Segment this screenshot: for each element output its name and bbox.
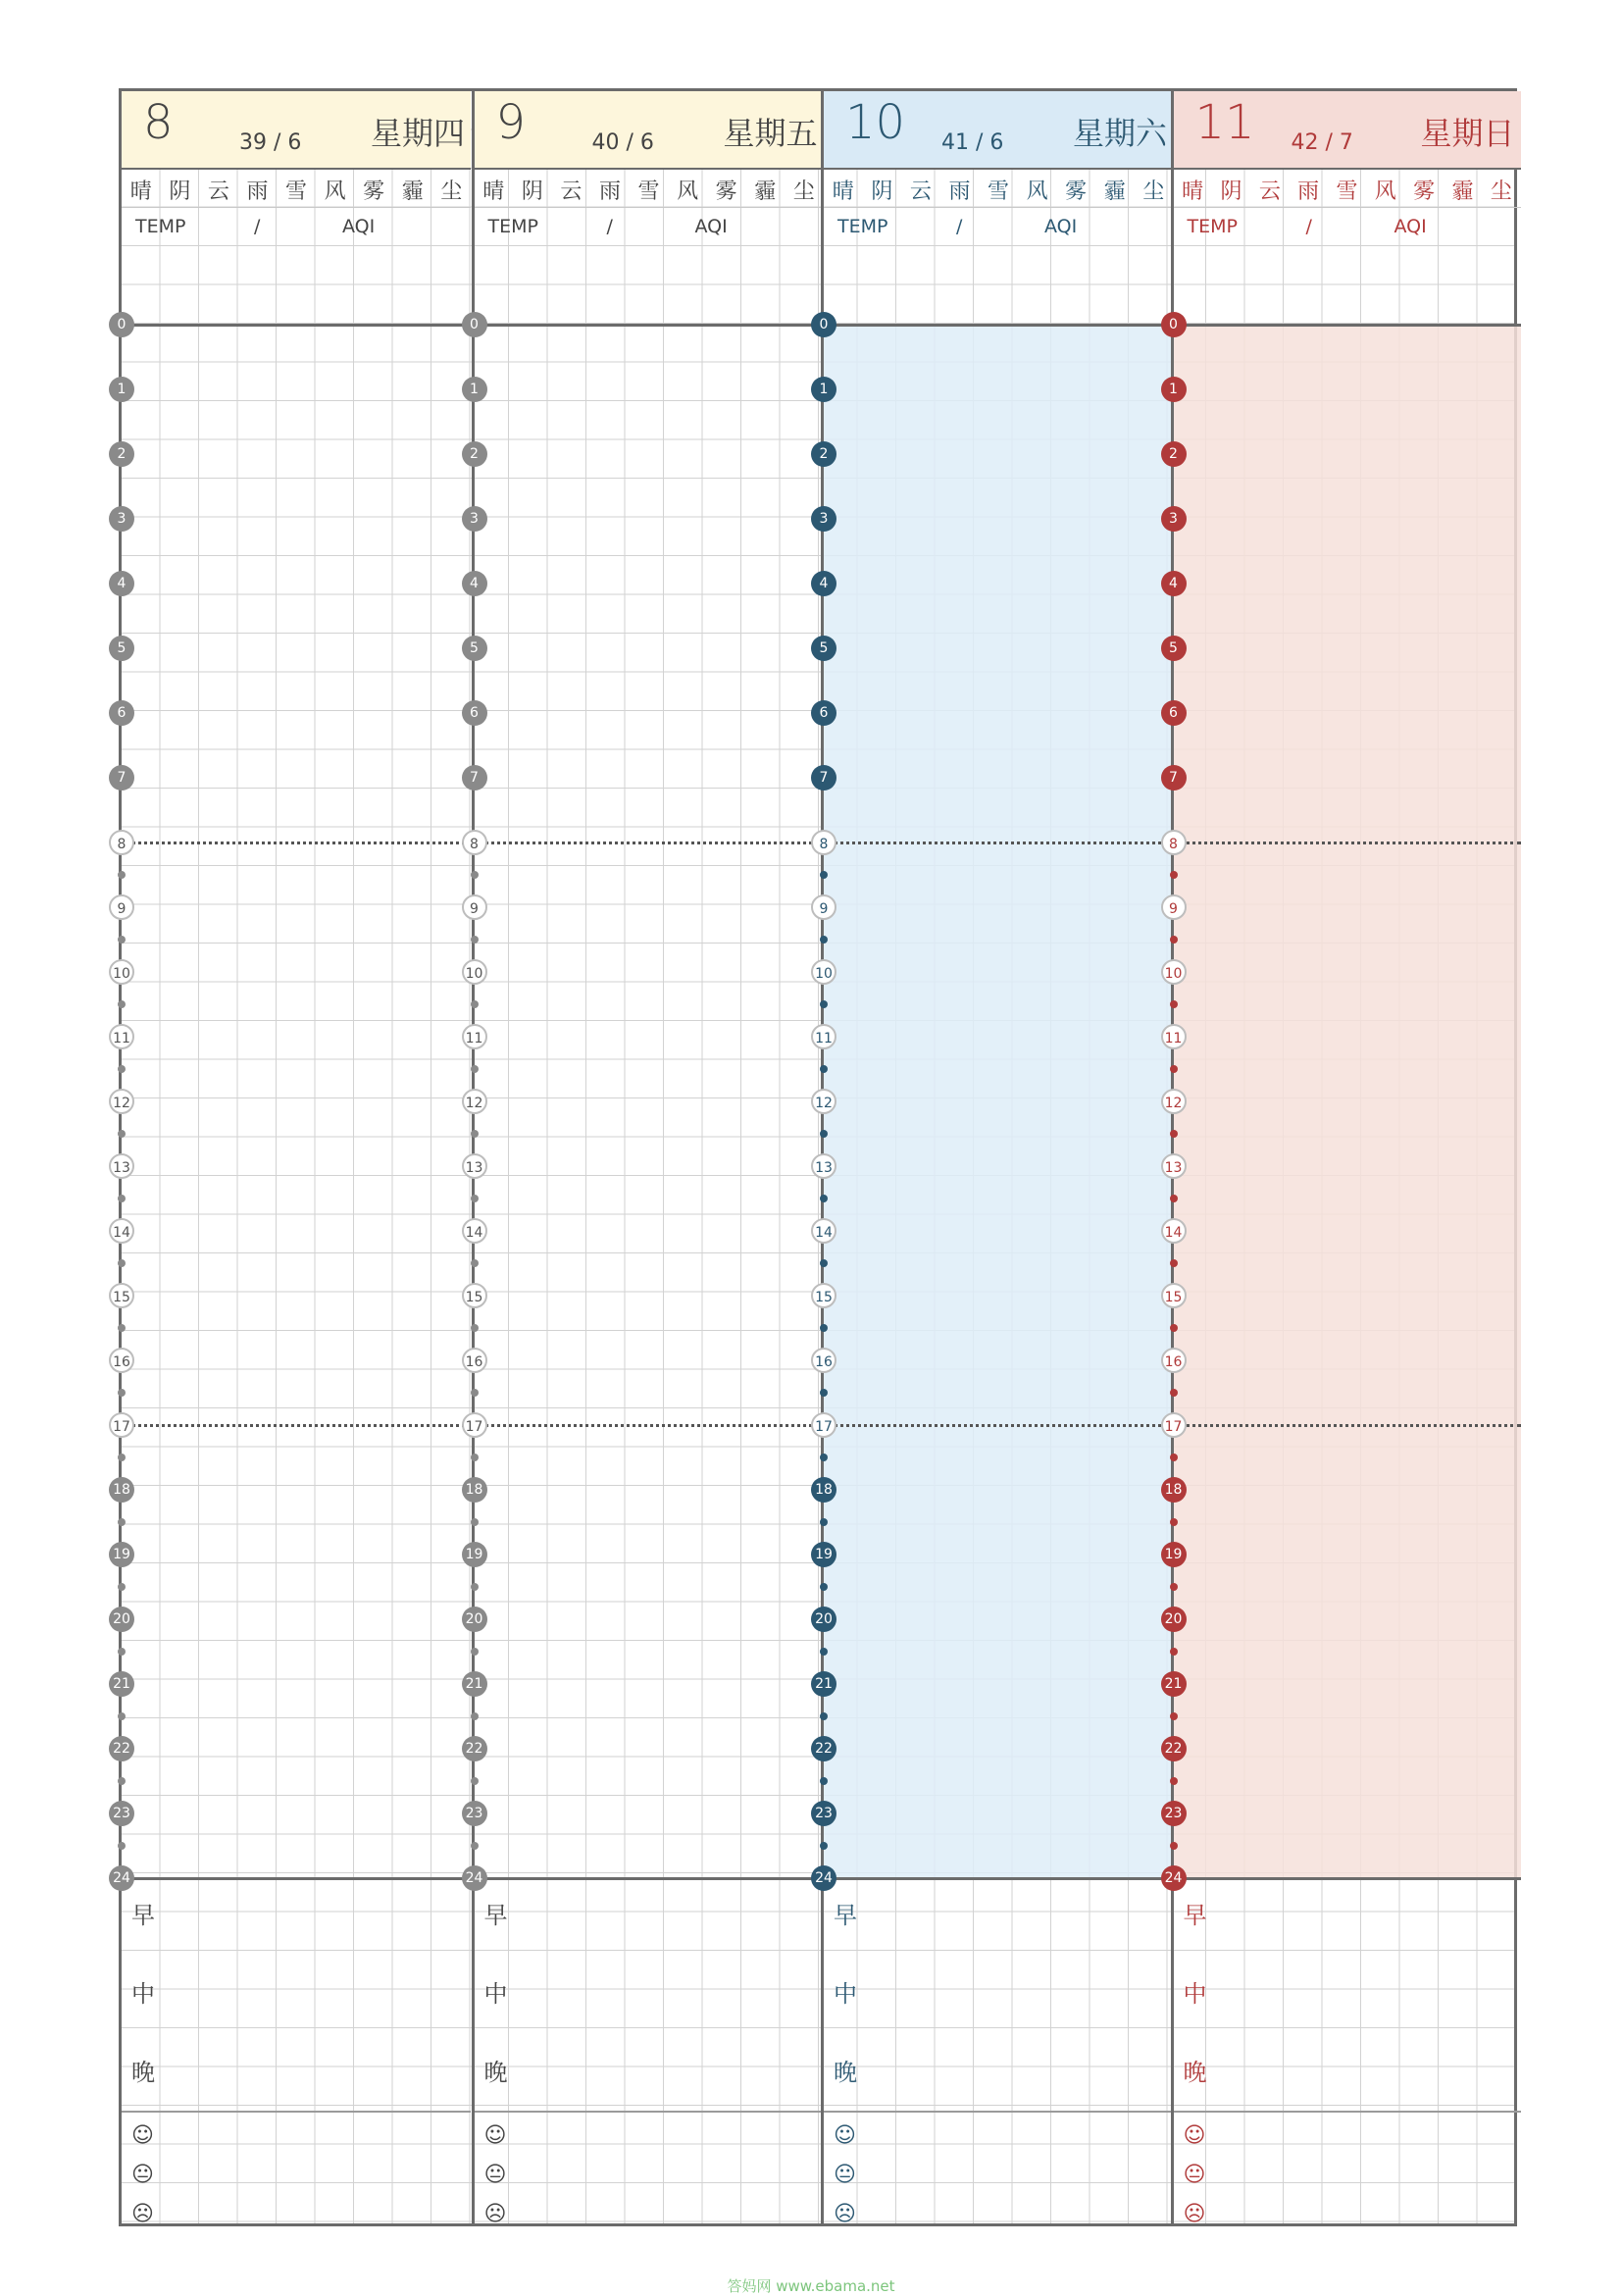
aqi-label: AQI	[342, 216, 376, 237]
meal-label: 中	[483, 1980, 508, 2008]
weather-option[interactable]: 尘	[1490, 179, 1512, 204]
weather-row	[1174, 172, 1521, 208]
hour-marker-3: 3	[811, 506, 836, 532]
hour-marker-4: 4	[109, 571, 134, 596]
half-hour-dot	[118, 1130, 126, 1138]
meal-label: 早	[131, 1902, 155, 1929]
half-hour-dot	[471, 1842, 479, 1850]
weather-option[interactable]: 风	[1026, 179, 1048, 204]
hour-marker-15: 15	[109, 1283, 134, 1308]
meal-label: 晚	[483, 2059, 508, 2086]
hour-marker-16: 16	[462, 1348, 487, 1373]
half-hour-dot	[1170, 1712, 1178, 1720]
mood-sad-icon[interactable]: ☹	[834, 2202, 856, 2226]
half-hour-dot	[1170, 1259, 1178, 1267]
hour-marker-9: 9	[1161, 894, 1187, 920]
hour-marker-2: 2	[109, 441, 134, 467]
hour-marker-9: 9	[462, 894, 487, 920]
weather-row	[824, 172, 1173, 208]
temp-aqi-row	[1174, 209, 1521, 244]
hour-divider-17	[1174, 1424, 1521, 1427]
half-hour-dot	[1170, 1842, 1178, 1850]
weather-option[interactable]: 云	[1258, 179, 1281, 204]
day-shade	[1174, 325, 1521, 1878]
weather-row	[122, 172, 471, 208]
mood-happy-icon[interactable]: ☺	[483, 2123, 507, 2148]
half-hour-dot	[820, 936, 828, 944]
mood-neutral-icon[interactable]: 😐	[131, 2163, 154, 2187]
hour-marker-12: 12	[1161, 1089, 1187, 1114]
meal-label: 中	[834, 1980, 857, 2008]
hour-marker-24: 24	[109, 1865, 134, 1891]
hour-marker-12: 12	[811, 1089, 836, 1114]
hour-marker-6: 6	[811, 700, 836, 726]
mood-neutral-icon[interactable]: 😐	[834, 2163, 856, 2187]
hour-marker-1: 1	[811, 377, 836, 402]
hour-marker-20: 20	[109, 1607, 134, 1632]
meal-label: 晚	[131, 2059, 155, 2086]
day-header	[475, 91, 824, 170]
half-hour-dot	[1170, 1389, 1178, 1397]
hour-marker-5: 5	[109, 636, 134, 661]
weather-option[interactable]: 霾	[401, 179, 424, 204]
half-hour-dot	[1170, 871, 1178, 879]
hour-marker-9: 9	[811, 894, 836, 920]
hour-marker-12: 12	[109, 1089, 134, 1114]
mood-happy-icon[interactable]: ☺	[1183, 2123, 1206, 2148]
half-hour-dot	[118, 1777, 126, 1785]
half-hour-dot	[118, 1065, 126, 1073]
hour-marker-20: 20	[462, 1607, 487, 1632]
hour-marker-2: 2	[811, 441, 836, 467]
half-hour-dot	[820, 1195, 828, 1202]
mood-separator	[824, 2111, 1173, 2113]
weather-option[interactable]: 雪	[988, 179, 1010, 204]
hour-marker-23: 23	[109, 1801, 134, 1826]
half-hour-dot	[471, 936, 479, 944]
temp-label: TEMP	[487, 216, 538, 237]
half-hour-dot	[1170, 1518, 1178, 1526]
day-start-line	[824, 324, 1173, 327]
temp-label: TEMP	[837, 216, 888, 237]
hour-divider-17	[475, 1424, 824, 1427]
half-hour-dot	[118, 1583, 126, 1591]
hour-marker-10: 10	[811, 959, 836, 985]
hour-marker-21: 21	[811, 1671, 836, 1697]
weather-option[interactable]: 风	[677, 179, 699, 204]
aqi-label: AQI	[1044, 216, 1078, 237]
weather-option[interactable]: 雪	[637, 179, 660, 204]
hour-marker-17: 17	[109, 1412, 134, 1438]
weather-option[interactable]: 晴	[482, 179, 505, 204]
half-hour-dot	[118, 936, 126, 944]
day-column-9	[465, 91, 824, 2226]
weekday-label: 星期六	[1072, 115, 1167, 152]
hour-marker-14: 14	[109, 1218, 134, 1244]
hour-marker-6: 6	[462, 700, 487, 726]
half-hour-dot	[471, 1389, 479, 1397]
weather-option[interactable]: 晴	[129, 179, 152, 204]
hour-marker-15: 15	[462, 1283, 487, 1308]
hour-divider-8	[824, 842, 1173, 844]
temp-separator: /	[606, 216, 613, 237]
weather-option[interactable]: 阴	[169, 179, 191, 204]
weather-option[interactable]: 雨	[246, 179, 269, 204]
half-hour-dot	[118, 1712, 126, 1720]
hour-marker-18: 18	[109, 1477, 134, 1503]
temp-label: TEMP	[1187, 216, 1238, 237]
half-hour-dot	[471, 1000, 479, 1008]
hour-marker-3: 3	[1161, 506, 1187, 532]
weather-option[interactable]: 阴	[871, 179, 893, 204]
weather-option[interactable]: 雾	[1413, 179, 1436, 204]
half-hour-dot	[820, 1324, 828, 1332]
hour-marker-23: 23	[1161, 1801, 1187, 1826]
hour-marker-12: 12	[462, 1089, 487, 1114]
hour-markers	[463, 91, 486, 2223]
hour-marker-18: 18	[811, 1477, 836, 1503]
meal-label: 晚	[1183, 2059, 1207, 2086]
hour-marker-22: 22	[462, 1736, 487, 1761]
hour-marker-14: 14	[462, 1218, 487, 1244]
aqi-label: AQI	[1394, 216, 1427, 237]
day-column-8	[113, 91, 471, 2226]
half-hour-dot	[820, 1065, 828, 1073]
hour-marker-11: 11	[1161, 1024, 1187, 1049]
hour-marker-0: 0	[109, 312, 134, 337]
hour-marker-16: 16	[109, 1348, 134, 1373]
week-number: 42 / 7	[1291, 130, 1353, 155]
hour-markers	[1162, 91, 1186, 2223]
weekday-label: 星期五	[723, 115, 818, 152]
day-number: 10	[845, 95, 906, 150]
meal-label: 早	[483, 1902, 508, 1929]
half-hour-dot	[118, 1195, 126, 1202]
mood-happy-icon[interactable]: ☺	[131, 2123, 154, 2148]
hour-marker-11: 11	[109, 1024, 134, 1049]
mood-sad-icon[interactable]: ☹	[131, 2202, 154, 2226]
temp-separator: /	[956, 216, 963, 237]
weather-option[interactable]: 云	[560, 179, 583, 204]
half-hour-dot	[118, 1000, 126, 1008]
weather-option[interactable]: 雨	[598, 179, 621, 204]
half-hour-dot	[471, 1583, 479, 1591]
hour-marker-21: 21	[462, 1671, 487, 1697]
weather-option[interactable]: 云	[207, 179, 229, 204]
temp-label: TEMP	[135, 216, 186, 237]
half-hour-dot	[1170, 1454, 1178, 1461]
half-hour-dot	[1170, 1583, 1178, 1591]
temp-aqi-row	[475, 209, 824, 244]
week-number: 40 / 6	[591, 130, 654, 155]
hour-marker-5: 5	[1161, 636, 1187, 661]
weather-option[interactable]: 雾	[1065, 179, 1088, 204]
hour-marker-8: 8	[462, 830, 487, 855]
hour-divider-8	[122, 842, 471, 844]
half-hour-dot	[820, 1389, 828, 1397]
aqi-label: AQI	[694, 216, 728, 237]
hour-markers	[812, 91, 836, 2223]
hour-marker-0: 0	[462, 312, 487, 337]
half-hour-dot	[1170, 1195, 1178, 1202]
half-hour-dot	[118, 1518, 126, 1526]
meal-label: 中	[1183, 1980, 1207, 2008]
mood-separator	[122, 2111, 471, 2113]
mood-separator	[475, 2111, 824, 2113]
hour-marker-1: 1	[109, 377, 134, 402]
weekday-label: 星期四	[370, 115, 465, 152]
half-hour-dot	[118, 1454, 126, 1461]
hour-marker-24: 24	[462, 1865, 487, 1891]
hour-marker-19: 19	[109, 1542, 134, 1567]
mood-neutral-icon[interactable]: 😐	[483, 2163, 507, 2187]
day-end-line	[122, 1877, 471, 1880]
mood-sad-icon[interactable]: ☹	[483, 2202, 507, 2226]
hour-marker-7: 7	[811, 765, 836, 791]
half-hour-dot	[820, 871, 828, 879]
weather-option[interactable]: 阴	[1220, 179, 1242, 204]
hour-marker-19: 19	[1161, 1542, 1187, 1567]
half-hour-dot	[118, 1648, 126, 1656]
day-header	[122, 91, 471, 170]
half-hour-dot	[820, 1000, 828, 1008]
hour-marker-1: 1	[462, 377, 487, 402]
day-end-line	[475, 1877, 824, 1880]
hour-marker-22: 22	[109, 1736, 134, 1761]
half-hour-dot	[118, 1324, 126, 1332]
weather-option[interactable]: 阴	[521, 179, 543, 204]
hour-marker-14: 14	[1161, 1218, 1187, 1244]
meal-label: 晚	[834, 2059, 857, 2086]
hour-marker-8: 8	[811, 830, 836, 855]
hour-marker-16: 16	[811, 1348, 836, 1373]
hour-marker-6: 6	[1161, 700, 1187, 726]
hour-marker-8: 8	[109, 830, 134, 855]
hour-marker-15: 15	[1161, 1283, 1187, 1308]
meal-label: 早	[1183, 1902, 1207, 1929]
weather-option[interactable]: 尘	[1142, 179, 1165, 204]
half-hour-dot	[471, 1065, 479, 1073]
hour-marker-11: 11	[811, 1024, 836, 1049]
weather-option[interactable]: 风	[324, 179, 346, 204]
weather-option[interactable]: 尘	[440, 179, 463, 204]
hour-marker-7: 7	[462, 765, 487, 791]
mood-happy-icon[interactable]: ☺	[834, 2123, 856, 2148]
temp-aqi-row	[122, 209, 471, 244]
half-hour-dot	[471, 1454, 479, 1461]
hour-marker-9: 9	[109, 894, 134, 920]
hour-marker-18: 18	[1161, 1477, 1187, 1503]
hour-marker-7: 7	[109, 765, 134, 791]
hour-marker-0: 0	[1161, 312, 1187, 337]
half-hour-dot	[820, 1777, 828, 1785]
day-end-line	[1174, 1877, 1521, 1880]
half-hour-dot	[1170, 1130, 1178, 1138]
half-hour-dot	[471, 1518, 479, 1526]
hour-marker-24: 24	[1161, 1865, 1187, 1891]
half-hour-dot	[471, 1648, 479, 1656]
hour-marker-4: 4	[462, 571, 487, 596]
half-hour-dot	[118, 1842, 126, 1850]
hour-marker-13: 13	[811, 1153, 836, 1179]
hour-marker-14: 14	[811, 1218, 836, 1244]
weather-option[interactable]: 雨	[1297, 179, 1320, 204]
weather-option[interactable]: 霾	[1451, 179, 1474, 204]
hour-marker-23: 23	[462, 1801, 487, 1826]
hour-marker-10: 10	[109, 959, 134, 985]
half-hour-dot	[820, 1518, 828, 1526]
weekday-label: 星期日	[1420, 115, 1515, 152]
hour-marker-4: 4	[1161, 571, 1187, 596]
hour-marker-5: 5	[811, 636, 836, 661]
day-number: 11	[1194, 95, 1255, 150]
mood-neutral-icon[interactable]: 😐	[1183, 2163, 1206, 2187]
hour-marker-17: 17	[462, 1412, 487, 1438]
hour-marker-3: 3	[109, 506, 134, 532]
day-shade	[824, 325, 1173, 1878]
hour-marker-13: 13	[109, 1153, 134, 1179]
hour-marker-2: 2	[1161, 441, 1187, 467]
temp-aqi-row	[824, 209, 1173, 244]
weather-option[interactable]: 雾	[363, 179, 385, 204]
hour-divider-17	[824, 1424, 1173, 1427]
weather-option[interactable]: 雪	[285, 179, 308, 204]
half-hour-dot	[820, 1712, 828, 1720]
half-hour-dot	[1170, 1000, 1178, 1008]
watermark-footer: 答妈网 www.ebama.net	[727, 2277, 895, 2295]
weather-option[interactable]: 雾	[715, 179, 737, 204]
half-hour-dot	[820, 1130, 828, 1138]
hour-marker-19: 19	[811, 1542, 836, 1567]
half-hour-dot	[118, 1389, 126, 1397]
half-hour-dot	[820, 1583, 828, 1591]
week-number: 39 / 6	[239, 130, 302, 155]
half-hour-dot	[1170, 1648, 1178, 1656]
day-column-10	[815, 91, 1173, 2226]
hour-marker-13: 13	[1161, 1153, 1187, 1179]
hour-marker-19: 19	[462, 1542, 487, 1567]
half-hour-dot	[471, 1130, 479, 1138]
weather-option[interactable]: 霾	[1103, 179, 1126, 204]
hour-marker-7: 7	[1161, 765, 1187, 791]
half-hour-dot	[471, 1259, 479, 1267]
hour-marker-2: 2	[462, 441, 487, 467]
half-hour-dot	[820, 1454, 828, 1461]
day-start-line	[475, 324, 824, 327]
day-header	[1174, 91, 1521, 170]
half-hour-dot	[118, 871, 126, 879]
day-start-line	[1174, 324, 1521, 327]
hour-marker-0: 0	[811, 312, 836, 337]
meal-label: 早	[834, 1902, 857, 1929]
hour-marker-21: 21	[1161, 1671, 1187, 1697]
half-hour-dot	[1170, 1065, 1178, 1073]
half-hour-dot	[118, 1259, 126, 1267]
temp-separator: /	[254, 216, 261, 237]
half-hour-dot	[471, 1195, 479, 1202]
hour-marker-10: 10	[1161, 959, 1187, 985]
weather-option[interactable]: 雨	[948, 179, 971, 204]
hour-marker-24: 24	[811, 1865, 836, 1891]
weather-option[interactable]: 尘	[792, 179, 815, 204]
half-hour-dot	[820, 1842, 828, 1850]
weather-row	[475, 172, 824, 208]
hour-divider-17	[122, 1424, 471, 1427]
hour-markers	[110, 91, 133, 2223]
hour-marker-20: 20	[1161, 1607, 1187, 1632]
weather-option[interactable]: 风	[1374, 179, 1396, 204]
hour-marker-17: 17	[1161, 1412, 1187, 1438]
meal-label: 中	[131, 1980, 155, 2008]
weather-option[interactable]: 晴	[1182, 179, 1204, 204]
hour-marker-23: 23	[811, 1801, 836, 1826]
day-column-11	[1164, 91, 1521, 2226]
half-hour-dot	[1170, 1324, 1178, 1332]
hour-marker-10: 10	[462, 959, 487, 985]
hour-marker-8: 8	[1161, 830, 1187, 855]
half-hour-dot	[471, 871, 479, 879]
half-hour-dot	[1170, 1777, 1178, 1785]
temp-separator: /	[1305, 216, 1312, 237]
mood-sad-icon[interactable]: ☹	[1183, 2202, 1206, 2226]
weather-option[interactable]: 霾	[754, 179, 777, 204]
half-hour-dot	[1170, 936, 1178, 944]
day-end-line	[824, 1877, 1173, 1880]
hour-marker-3: 3	[462, 506, 487, 532]
half-hour-dot	[820, 1648, 828, 1656]
hour-marker-15: 15	[811, 1283, 836, 1308]
hour-marker-5: 5	[462, 636, 487, 661]
weekly-planner-page	[113, 88, 1517, 2226]
hour-divider-8	[475, 842, 824, 844]
mood-separator	[1174, 2111, 1521, 2113]
hour-marker-11: 11	[462, 1024, 487, 1049]
half-hour-dot	[471, 1777, 479, 1785]
hour-marker-18: 18	[462, 1477, 487, 1503]
hour-marker-6: 6	[109, 700, 134, 726]
weather-option[interactable]: 雪	[1336, 179, 1358, 204]
day-start-line	[122, 324, 471, 327]
hour-marker-22: 22	[1161, 1736, 1187, 1761]
hour-marker-22: 22	[811, 1736, 836, 1761]
half-hour-dot	[471, 1324, 479, 1332]
half-hour-dot	[471, 1712, 479, 1720]
hour-marker-21: 21	[109, 1671, 134, 1697]
hour-marker-4: 4	[811, 571, 836, 596]
day-number: 8	[143, 95, 174, 150]
hour-marker-16: 16	[1161, 1348, 1187, 1373]
hour-divider-8	[1174, 842, 1521, 844]
day-header	[824, 91, 1173, 170]
hour-marker-17: 17	[811, 1412, 836, 1438]
hour-marker-1: 1	[1161, 377, 1187, 402]
half-hour-dot	[820, 1259, 828, 1267]
hour-marker-20: 20	[811, 1607, 836, 1632]
hour-marker-13: 13	[462, 1153, 487, 1179]
week-number: 41 / 6	[941, 130, 1004, 155]
weather-option[interactable]: 云	[909, 179, 932, 204]
day-number: 9	[495, 95, 527, 150]
weather-option[interactable]: 晴	[832, 179, 854, 204]
